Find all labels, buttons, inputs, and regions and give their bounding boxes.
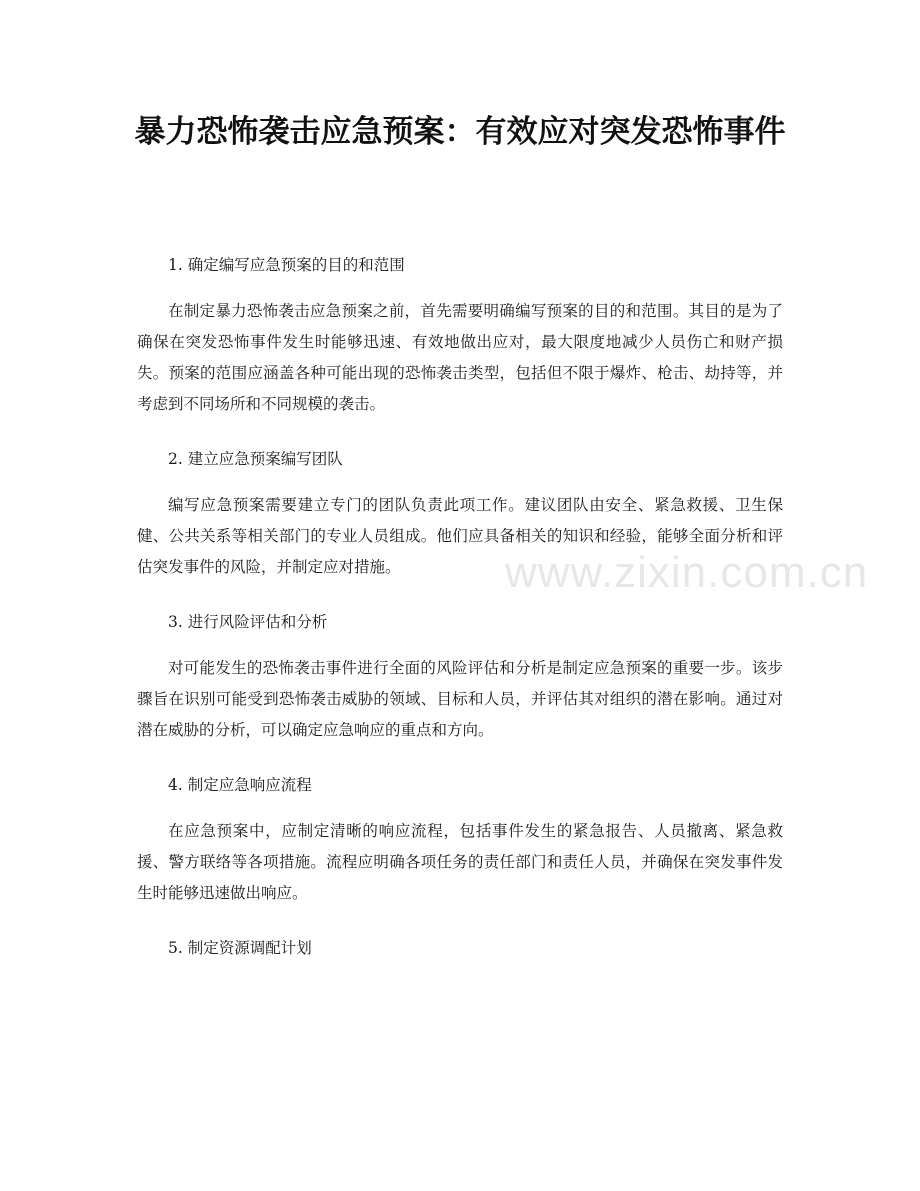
section-heading-5: 5. 制定资源调配计划 [168,939,312,957]
section-heading-3: 3. 进行风险评估和分析 [168,613,328,631]
section-paragraph-3: 对可能发生的恐怖袭击事件进行全面的风险评估和分析是制定应急预案的重要一步。该步骤旨在识别可能受到恐怖袭击威胁的领域、目标和人员，并评估其对组织的潜在影响。通过对潜在威胁的分析，可以确定应急响应的重点和方向。 [137,659,783,739]
section-paragraph-4: 在应急预案中，应制定清晰的响应流程，包括事件发生的紧急报告、人员撤离、紧急救援、警方联络等各项措施。流程应明确各项任务的责任部门和责任人员，并确保在突发事件发生时能够迅速做出响应。 [137,822,783,902]
section-heading-1: 1. 确定编写应急预案的目的和范围 [168,256,405,274]
document-title: 暴力恐怖袭击应急预案：有效应对突发恐怖事件 [134,114,786,150]
document-body [137,248,783,965]
watermark-text: www.zixin.com.cn [505,548,869,597]
section-paragraph-2: 编写应急预案需要建立专门的团队负责此项工作。建议团队由安全、紧急救援、卫生保健、公共关系等相关部门的专业人员组成。他们应具备相关的知识和经验，能够全面分析和评估突发事件的风险，并制定应对措施。 [137,496,783,576]
section-heading-4: 4. 制定应急响应流程 [168,776,312,794]
section-paragraph-1: 在制定暴力恐怖袭击应急预案之前，首先需要明确编写预案的目的和范围。其目的是为了确保在突发恐怖事件发生时能够迅速、有效地做出应对，最大限度地减少人员伤亡和财产损失。预案的范围应涵盖各种可能出现的恐怖袭击类型，包括但不限于爆炸、枪击、劫持等，并考虑到不同场所和不同规模的袭击。 [137,302,783,413]
section-heading-2: 2. 建立应急预案编写团队 [168,450,343,468]
